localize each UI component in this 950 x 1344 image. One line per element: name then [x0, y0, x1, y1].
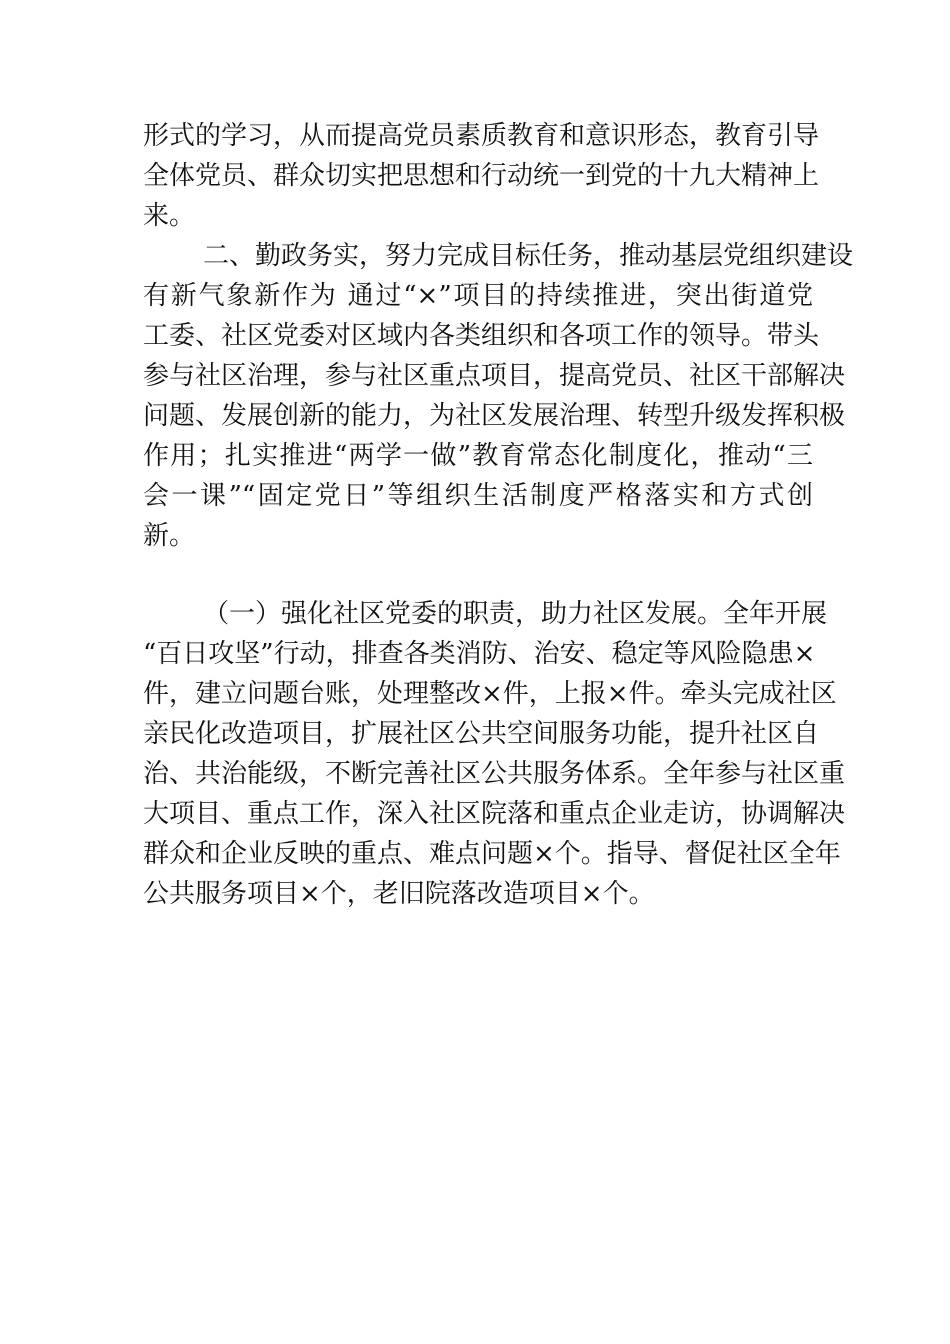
paragraph-2-line-8: 新。 [143, 521, 196, 551]
paragraph-2-line-4: 参与社区治理，参与社区重点项目，提高党员、社区干部解决 [143, 361, 846, 391]
paragraph-3-line-4: 亲民化改造项目，扩展社区公共空间服务功能，提升社区自 [143, 719, 820, 749]
paragraph-2-line-6: 作用；扎实推进“两学一做”教育常态化制度化，推动“三 [143, 441, 813, 471]
paragraph-3-line-7: 群众和企业反映的重点、难点问题×个。指导、督促社区全年 [143, 839, 841, 869]
paragraph-2-line-3: 工委、社区党委对区域内各类组织和各项工作的领导。带头 [143, 321, 820, 351]
paragraph-3-line-3: 件，建立问题台账，处理整改×件，上报×件。牵头完成社区 [143, 679, 837, 709]
paragraph-3-line-5: 治、共治能级，不断完善社区公共服务体系。全年参与社区重 [143, 759, 846, 789]
paragraph-3-line-6: 大项目、重点工作，深入社区院落和重点企业走访，协调解决 [143, 799, 846, 829]
paragraph-3-line-8: 公共服务项目×个，老旧院落改造项目×个。 [143, 879, 655, 909]
paragraph-2-line-2: 有新气象新作为 通过“×”项目的持续推进，突出街道党 [143, 281, 813, 311]
paragraph-1-line-1: 形式的学习，从而提高党员素质教育和意识形态，教育引导 [143, 121, 820, 151]
paragraph-2-line-5: 问题、发展创新的能力，为社区发展治理、转型升级发挥积极 [143, 401, 846, 431]
paragraph-3-line-1: （一）强化社区党委的职责，助力社区发展。全年开展 [203, 599, 828, 629]
paragraph-1-line-2: 全体党员、群众切实把思想和行动统一到党的十九大精神上 [143, 161, 820, 191]
paragraph-2-line-7: 会一课”“固定党日”等组织生活制度严格落实和方式创 [143, 481, 813, 511]
paragraph-1-line-3: 来。 [143, 201, 196, 231]
paragraph-2-line-1: 二、勤政务实，努力完成目标任务，推动基层党组织建设 [203, 241, 854, 271]
paragraph-3-line-2: “百日攻坚”行动，排查各类消防、治安、稳定等风险隐患× [143, 639, 816, 669]
